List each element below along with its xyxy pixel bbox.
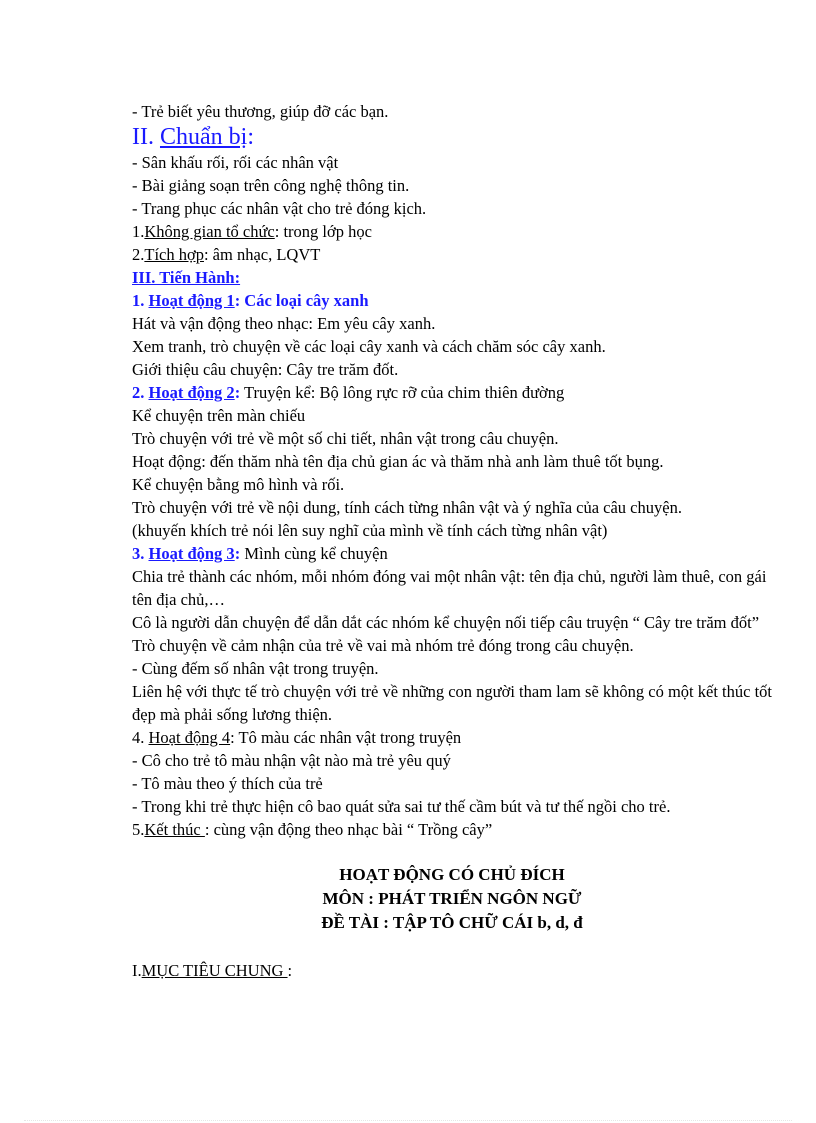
text-line: Trò chuyện với trẻ về một số chi tiết, nhân vật trong câu chuyện. — [132, 429, 559, 448]
text-line: Trò chuyện về cảm nhận của trẻ về vai mà nhóm trẻ đóng trong câu chuyện. — [132, 636, 634, 655]
page-bottom-divider — [24, 1120, 792, 1121]
activity-colon: : — [234, 383, 241, 402]
text-line: Xem tranh, trò chuyện về các loại cây xanh và cách chăm sóc cây xanh. — [132, 337, 606, 356]
activity-number: 1. — [132, 291, 149, 310]
item-label: Tích hợp — [144, 245, 204, 264]
text-line: - Trẻ biết yêu thương, giúp đỡ các bạn. — [132, 102, 389, 121]
text-line: Hát và vận động theo nhạc: Em yêu cây xanh. — [132, 314, 436, 333]
document-page — [132, 100, 772, 982]
spacer — [132, 841, 772, 863]
activity-label: Hoạt động 3 — [148, 544, 235, 563]
activity-label: Hoạt động 4 — [148, 728, 231, 747]
text-line: (khuyến khích trẻ nói lên suy nghĩ của mình về tính cách từng nhân vật) — [132, 521, 608, 540]
ending-line — [132, 818, 772, 841]
activity-1-heading — [132, 289, 772, 312]
text-line: - Trong khi trẻ thực hiện cô bao quát sửa sai tư thế cầm bút và tư thế ngồi cho trẻ. — [132, 797, 671, 816]
center-title: HOẠT ĐỘNG CÓ CHỦ ĐÍCH — [339, 865, 565, 884]
item-colon: : — [287, 961, 293, 980]
activity-label: Hoạt động 1 — [148, 291, 235, 310]
activity-title: : Tô màu các nhân vật trong truyện — [230, 728, 462, 747]
text-line: - Bài giảng soạn trên công nghệ thông tin. — [132, 176, 410, 195]
text-paragraph: Liên hệ với thực tế trò chuyện với trẻ về những con người tham lam sẽ không có một kết thúc tốt đẹp mà phải sống lương thiện. — [132, 682, 772, 724]
item-label: Không gian tổ chức — [144, 222, 275, 241]
heading-number: II. — [132, 124, 160, 150]
text-paragraph: Chia trẻ thành các nhóm, mỗi nhóm đóng vai một nhân vật: tên địa chủ, người làm thuê, con gái tên địa chủ,… — [132, 567, 767, 609]
section-heading-procedure: III. Tiến Hành: — [132, 268, 241, 287]
text-line: Kể chuyện bằng mô hình và rối. — [132, 475, 345, 494]
spacer — [132, 935, 772, 959]
activity-title: Mình cùng kể chuyện — [240, 544, 388, 563]
activity-2-heading — [132, 381, 772, 404]
objectives-heading — [132, 959, 772, 982]
text-line: - Trang phục các nhân vật cho trẻ đóng kịch. — [132, 199, 427, 218]
heading-colon: : — [247, 124, 254, 150]
text-line: - Cô cho trẻ tô màu nhận vật nào mà trẻ yêu quý — [132, 751, 451, 770]
text-line: Hoạt động: đến thăm nhà tên địa chủ gian ác và thăm nhà anh làm thuê tốt bụng. — [132, 452, 664, 471]
center-subject: MÔN : PHÁT TRIỂN NGÔN NGỮ — [322, 889, 582, 908]
integration-line — [132, 243, 772, 266]
item-number: 2. — [132, 245, 145, 264]
heading-label: Chuẩn bị — [159, 124, 248, 150]
activity-title: Truyện kể: Bộ lông rực rỡ của chim thiên đường — [240, 383, 565, 402]
text-line: - Sân khấu rối, rối các nhân vật — [132, 153, 339, 172]
activity-3-heading — [132, 542, 772, 565]
center-topic: ĐỀ TÀI : TẬP TÔ CHỮ CÁI b, d, đ — [321, 913, 583, 932]
item-value: : âm nhạc, LQVT — [203, 245, 321, 264]
item-label: Kết thúc — [144, 820, 205, 839]
activity-title: : Các loại cây xanh — [234, 291, 369, 310]
text-paragraph: Cô là người dẫn chuyện để dẫn dắt các nhóm kể chuyện nối tiếp câu truyện “ Cây tre trăm đốt” — [132, 613, 760, 632]
activity-number: 3. — [132, 544, 149, 563]
text-line: - Tô màu theo ý thích của trẻ — [132, 774, 323, 793]
activity-colon: : — [234, 544, 241, 563]
space-line — [132, 220, 772, 243]
item-value: : cùng vận động theo nhạc bài “ Trồng cây” — [204, 820, 493, 839]
item-number: I. — [132, 961, 142, 980]
text-line: - Cùng đếm số nhân vật trong truyện. — [132, 659, 379, 678]
activity-label: Hoạt động 2 — [148, 383, 235, 402]
activity-number: 4. — [132, 728, 149, 747]
activity-4-heading — [132, 726, 772, 749]
section-heading-preparation — [132, 123, 772, 151]
text-line: Kể chuyện trên màn chiếu — [132, 406, 306, 425]
item-label: MỤC TIÊU CHUNG — [141, 961, 288, 980]
item-value: : trong lớp học — [274, 222, 372, 241]
text-line: Trò chuyện với trẻ về nội dung, tính cách từng nhân vật và ý nghĩa của câu chuyện. — [132, 498, 682, 517]
item-number: 1. — [132, 222, 145, 241]
activity-number: 2. — [132, 383, 149, 402]
text-line: Giới thiệu câu chuyện: Cây tre trăm đốt. — [132, 360, 399, 379]
item-number: 5. — [132, 820, 145, 839]
